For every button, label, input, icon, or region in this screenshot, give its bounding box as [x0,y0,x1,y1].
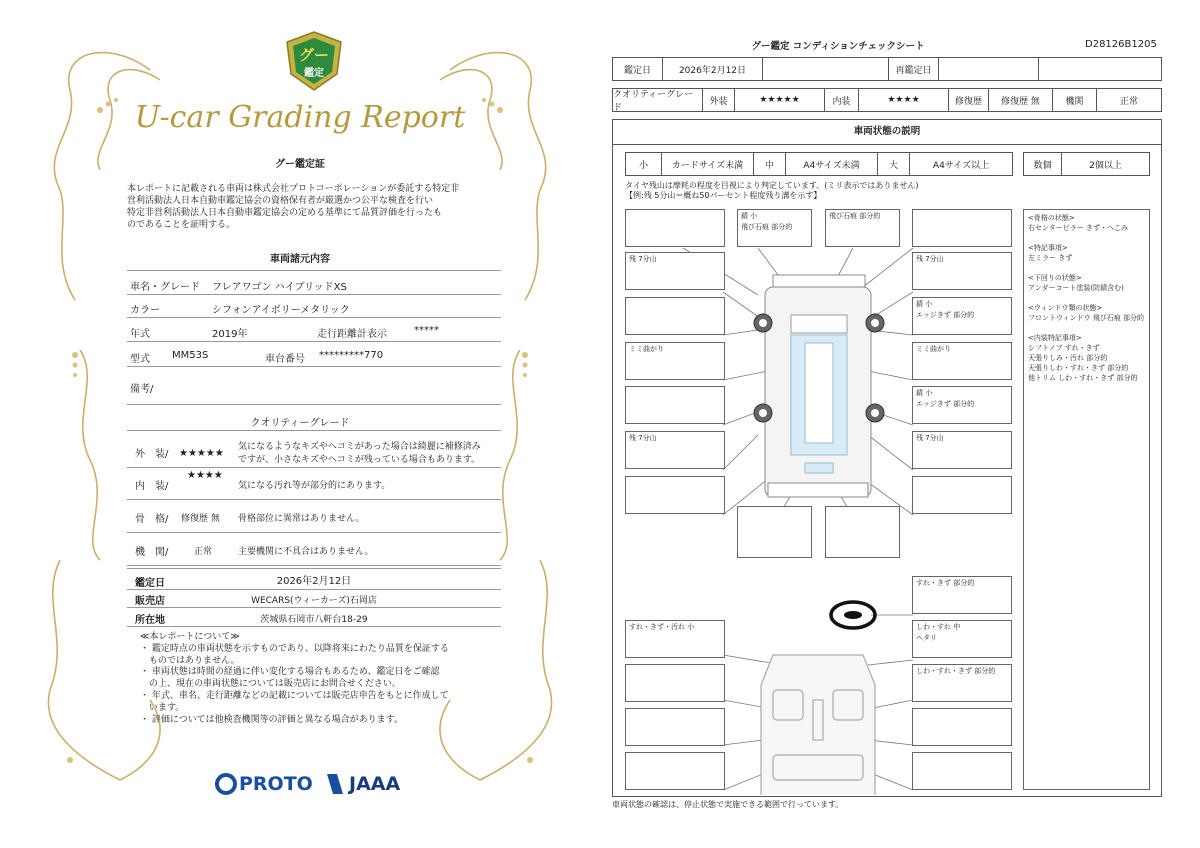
quality-label: 内 装/ [135,481,169,492]
spec-label: 備考/ [130,384,154,395]
proto-mark-icon [215,773,237,795]
condition-text: 錆 小 [741,212,758,220]
goo-badge-logo [285,30,343,92]
tire-example: 【例:残 5分山＝概ね50パーセント程度残り溝を示す】 [625,191,822,200]
side-note-line: フロントウィンドウ 飛び石痕 部分的 [1028,314,1145,322]
condition-text: 飛び石痕 部分的 [741,223,793,231]
side-note-line: シフトノブ すれ・きず [1028,344,1100,352]
exterior-label: 外装 [703,89,735,111]
date-value: 2026年2月12日 [663,58,763,80]
interior-stars: ★★★★ [859,89,949,111]
date-blank [763,58,889,80]
legend-medium: 中 [754,153,786,175]
doc-id: D28126B1205 [1085,39,1157,50]
condition-text: 錆 小 [916,300,933,308]
quality-row-exterior [127,430,501,468]
repair-value: 修復歴 無 [989,89,1053,111]
spec-row-model [127,342,501,367]
grade-label: クオリティーグレード [613,89,703,111]
steering-condition-box: すれ・きず 部分的 [912,576,1012,614]
engine-value: 正常 [1119,96,1138,107]
quality-stars: ★★★★ [187,470,223,481]
quality-desc: 気になるようなキズやヘコミがあった場合は綺麗に補修済み [238,442,481,452]
quality-title: クオリティーグレード [250,418,350,429]
condition-box: すれ・きず・汚れ 小 [625,620,725,658]
condition-box [737,506,812,558]
side-note-line: 右センターピラー きず・へこみ [1028,224,1128,232]
jaaa-logo [325,770,400,798]
quality-label: 骨 格/ [135,514,169,525]
shop-value: WECARS(ウィーカーズ)石岡店 [251,596,377,606]
intro-line: のであることを証明する。 [127,220,236,230]
condition-box [625,708,725,746]
condition-box [625,752,725,790]
jaaa-mark-icon [325,772,345,796]
condition-box: しわ・すれ・きず 部分的 [912,664,1012,702]
condition-box [912,209,1012,247]
condition-box [912,297,1012,335]
notice-line: ものではありません。 [140,655,240,666]
count-legend [1023,152,1150,176]
condition-text: エッジきず 部分的 [916,400,975,408]
quality-desc: 気になる汚れ等が部分的にあります。 [238,481,391,491]
side-note-line: アンダーコート塗装(防錆含む) [1028,284,1124,292]
intro-line: 本レポートに記載される車両は株式会社プロトコーポレーションが委託する特定非 [127,184,460,194]
quality-label: 機 関/ [135,547,169,558]
notice-line: ・ 評価については他検査機関等の評価と異なる場合があります。 [140,714,403,725]
spec-value: フレアワゴン ハイブリッドXS [212,282,347,293]
legend-small: 小 [626,153,662,175]
side-note-line: <骨格の状態> [1028,214,1075,222]
address-value: 茨城県石岡市八軒台18-29 [260,615,368,625]
condition-box: 残 7分山 [912,252,1012,290]
shop-label: 販売店 [135,596,165,607]
quality-desc: ですが、小さなキズやヘコミが残っている場合もあります。 [238,455,481,465]
notice-line: の上、現在の車両状態については販売店にお問合せください。 [140,679,401,690]
quality-label: 外 装/ [135,449,169,460]
quality-value: 正常 [194,547,213,557]
condition-box [912,620,1012,658]
spec-row-name [127,270,501,295]
quality-row-engine [127,533,501,566]
interior-label: 内装 [825,89,859,111]
legend-count-desc: 2個以上 [1089,160,1122,171]
condition-box [625,664,725,702]
condition-box: 飛び石痕 部分的 [825,209,900,247]
side-notes [1023,209,1150,790]
jaaa-logo-text: JAAA [349,773,401,795]
spec-value: *********770 [319,350,384,361]
condition-box [912,752,1012,790]
side-note-line: <特記事項> [1028,244,1068,252]
condition-box [625,386,725,424]
condition-box: 残 7分山 [625,252,725,290]
quality-desc: 主要機関に不具合はありません。 [238,547,374,557]
side-note-line: 天張りしみ・汚れ 部分的 [1028,354,1108,362]
side-note-line: <下回りの状態> [1028,274,1082,282]
intro-line: 特定非営利活動法人日本自動車鑑定協会の定める基準にて品質評価を行ったも [127,208,443,218]
proto-logo-text: PROTO [239,773,313,795]
quality-desc: 骨格部位に異常はありません。 [238,514,365,524]
badge-text: グー [298,46,329,64]
condition-box [825,506,900,558]
notice-line: ・ 車両状態は時間の経過に伴い変化する場合もあるため、鑑定日をご確認 [140,667,440,678]
notice-line: ・ 年式、車名、走行距離などの記載については販売店申告をもとに作成して [140,690,449,701]
footer-note: 車両状態の確認は、停止状態で実施できる範囲で行っています。 [612,800,844,809]
spec-value: MM53S [172,350,209,361]
appraisal-date-value: 2026年2月12日 [276,576,352,587]
quality-value: 修復歴 無 [181,514,220,524]
address-label: 所在地 [135,615,165,626]
side-note-line: <内装特記事項> [1028,334,1082,342]
spec-label: 年式 [130,329,150,340]
spec-row-year [127,318,501,342]
size-legend [625,152,1013,176]
grade-row [612,88,1162,112]
appraisal-date-row [127,568,501,590]
date-label: 鑑定日 [613,58,663,80]
spec-value: 2019年 [212,329,248,340]
side-note-line [1028,323,1145,333]
condition-box: 残 7分山 [625,431,725,469]
condition-check-sheet [600,0,1200,848]
badge-sub: 鑑定 [304,68,324,79]
spec-label: 型式 [130,354,150,365]
legend-small-desc: カードサイズ未満 [662,153,754,175]
intro-text [127,183,507,231]
section-title: 車両状態の説明 [613,120,1161,145]
side-note-line: 左ミラー きず [1028,254,1073,262]
report-title: U-car Grading Report [134,100,466,135]
specs-title: 車両諸元内容 [270,254,330,265]
notice-block [140,632,500,726]
quality-row-interior [127,467,501,500]
condition-box: 残 7分山 [912,431,1012,469]
reappraisal-value [939,58,1039,80]
date-row [612,57,1162,81]
condition-text: 錆 小 [916,389,933,397]
legend-large: 大 [878,153,910,175]
spec-label: カラー [130,305,160,316]
exterior-stars: ★★★★★ [735,89,825,111]
quality-stars: ★★★★★ [179,448,224,459]
side-note-line [1028,263,1145,273]
legend-medium-desc: A4サイズ未満 [786,153,878,175]
side-note-line [1028,293,1145,303]
spec-label: 車名・グレード [130,282,200,293]
spec-label: 走行距離計表示 [317,329,387,340]
condition-box [625,297,725,335]
condition-text: しわ・すれ 中 [916,623,961,631]
notice-title: ≪本レポートについて≫ [140,632,240,642]
quality-row-frame [127,500,501,533]
spec-value: シフォンアイボリーメタリック [212,305,350,316]
spec-value: ***** [414,325,439,336]
shop-row [127,589,501,608]
condition-text: エッジきず 部分的 [916,311,975,319]
spec-label: 車台番号 [265,354,305,365]
spec-row-color [127,294,501,318]
condition-text: ヘタリ [916,634,937,642]
notice-line: ・ 鑑定時点の車両状態を示すものであり、以降将来にわたり品質を保証する [140,643,449,654]
condition-box: ミミ曲がり [625,342,725,380]
proto-logo [215,770,313,798]
legend-count: 数個 [1024,153,1062,175]
vehicle-condition-section [612,119,1162,797]
side-note-line: <ウィンドウ類の状態> [1028,304,1103,312]
condition-box [912,708,1012,746]
spec-row-note [127,367,501,405]
tire-note: タイヤ残山は摩耗の程度を目視により判定しています。(ミリ表示ではありません) [625,181,919,190]
intro-line: 営利活動法人日本自動車鑑定協会の資格保有者が厳選かつ公平な検査を行い [127,196,434,206]
condition-box [625,476,725,514]
engine-label: 機関 [1053,89,1097,111]
condition-box: ミミ曲がり [912,342,1012,380]
cert-title: グー鑑定証 [275,159,325,170]
condition-box [912,386,1012,424]
notice-line: います。 [140,702,185,713]
side-note-line: 天張りしわ・すれ・きず 部分的 [1028,364,1129,372]
side-note-line [1028,233,1145,243]
condition-box [737,209,812,247]
condition-box [625,209,725,247]
condition-box [912,476,1012,514]
legend-large-desc: A4サイズ以上 [932,160,990,171]
side-note-line: 他トリム しわ・すれ・きず 部分的 [1028,374,1138,382]
reappraisal-label: 再鑑定日 [889,58,939,80]
repair-label: 修復歴 [949,89,989,111]
address-row [127,608,501,627]
appraisal-date-label: 鑑定日 [135,578,165,589]
sheet-title: グー鑑定 コンディションチェックシート [751,41,925,52]
